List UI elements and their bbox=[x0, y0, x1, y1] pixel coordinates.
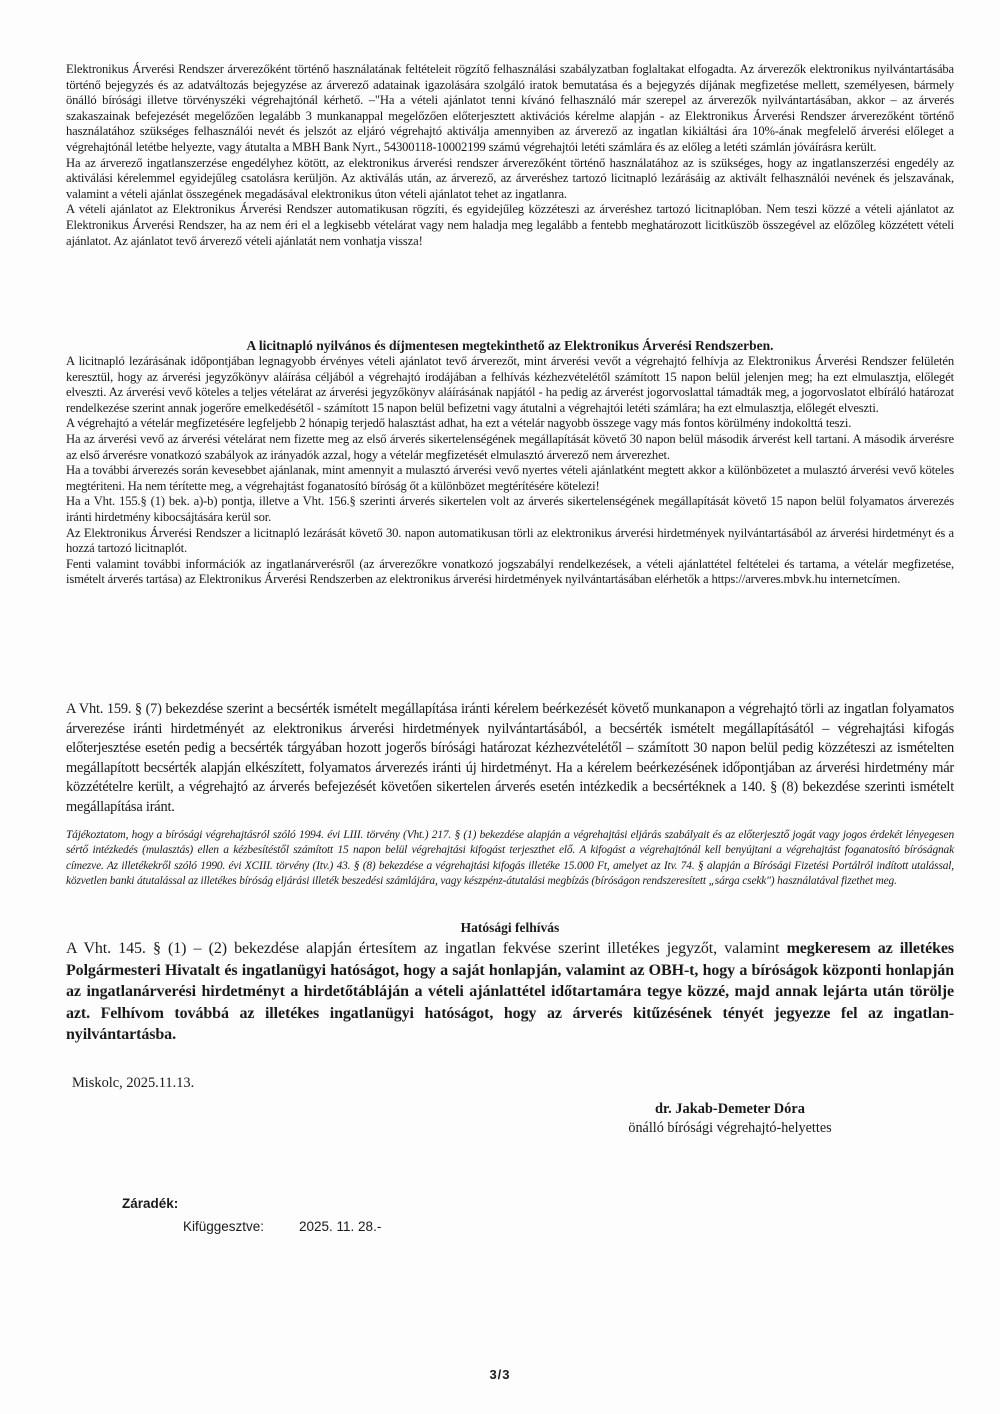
legal-notice bbox=[66, 828, 954, 890]
paragraph-continuous-auction: Ha a Vht. 155.§ (1) bek. a)-b) pontja, illetve a Vht. 156.§ szerinti árverés sikertelen volt az árverés sikertelenségének megállapítását követő 15 napon belül folyamatos árverezés iránti hirdetmény kibocsájtására kerül sor. bbox=[66, 494, 954, 524]
clause-posted-label: Kifüggesztve: bbox=[183, 1219, 265, 1234]
paragraph-winner-call: A licitnapló lezárásának időpontjában legnagyobb érvényes vételi ajánlatot tevő árverezőt, mint árverési vevőt a végrehajtó felhívja az Elektronikus Árverési Rendszer felületén keresztül, hogy az árverési jegyzőkönyv aláírása céljából a végrehajtó irodájában a felhívás kézhezvételétől számított 15 napon belül jelenjen meg; ha ezt elmulasztja, előlegét elveszti. Az árverési vevő köteles a teljes vételárat az árverési jegyzőkönyv aláírásának napjától - ha pedig az árverést jogorvoslattal támadták meg, a jogorvoslatot elbíráló határozat rendelkezése szerint annak jogerőre emelkedésétől - számított 15 napon belül befizetni vagy átutalni a végrehajtói letéti számlára; ha ezt elmulasztja, előlegét elveszti. bbox=[66, 354, 954, 415]
clause-label: Záradék: bbox=[122, 1196, 179, 1211]
paragraph-second-auction: Ha az árverési vevő az árverési vételárat nem fizette meg az első árverés sikertelenségének megállapítását követő 30 napon belül második árverést kell tartani. A második árverésre az első árverésre vonatkozó szabályok az irányadók azzal, hogy a vételár megfizetését elmulasztó árverező nem árverezhet. bbox=[66, 431, 954, 462]
licitnaplo-section bbox=[66, 354, 954, 588]
clause-posted-row bbox=[183, 1219, 382, 1234]
paragraph-vht159: A Vht. 159. § (7) bekezdése szerint a becsérték ismételt megállapítása iránti kérelem beérkezését követő munkanapon a végrehajtó törli az ingatlan folyamatos árverezése iránti hirdetményét az elektronikus árverési hirdetmények nyilvántartásából, a becsérték ismételt megállapításától – végrehajtási kifogás előterjesztése esetén pedig a becsérték tárgyában hozott jogerős bírósági határozat kézhezvételétől – számított 30 napon belül pedig közzéteszi az ismételten megállapított becsérték alapján elkészített, folyamatos árverezés iránti új hirdetményt. Ha a kérelem beérkezésének időpontjában az árverési hirdetmény már közzétételre került, a végrehajtó az árverés befejezését követően sikertelen árverés esetén intézkedik a becsértéknek a 140. § (8) bekezdése szerinti ismételt megállapítása iránt. bbox=[66, 701, 954, 815]
paragraph-difference: Ha a további árverezés során kevesebbet ajánlanak, mint amennyit a mulasztó árverési vevő nyertes vételi ajánlatként megtett akkor a különbözetet a mulasztó árverési vevő köteles megtériteni. Ha nem térítette meg, a végrehajtást foganatosító bíróság őt a különbözet megtérítésére kötelezi! bbox=[66, 463, 954, 493]
paragraph-payment-deferral: A végrehajtó a vételár megfizetésére legfeljebb 2 hónapig terjedő halasztást adhat, ha ezt a vételár nagyobb összege vagy más fontos körülmény indokolttá teszi. bbox=[66, 416, 852, 431]
paragraph-auto-delete: Az Elektronikus Árverési Rendszer a licitnapló lezárását követő 30. napon automatikusan törli az elektronikus árverési hirdetmények nyilvántartásából az árverési hirdetményt és a hozzá tartozó licitnaplót. bbox=[66, 525, 954, 556]
place-date: Miskolc, 2025.11.13. bbox=[72, 1075, 195, 1091]
paragraph-bid-recording: A vételi ajánlatot az Elektronikus Árverési Rendszer automatikusan rögzíti, és egyidejűleg közzéteszi az árveréshez tartozó licitnaplóban. Nem teszi közzé a vételi ajánlatot az Elektronikus Árverési Rendszer, ha az nem éri el a legkisebb vételárat vagy nem haladja meg legalább a fentebb meghatározott licitküszöb összegével az előzőleg közzétett vételi ajánlatot. Az ajánlatot tevő árverező vételi ajánlatát nem vonhatja vissza! bbox=[66, 202, 954, 248]
paragraph-more-info: Fenti valamint további információk az ingatlanárverésről (az árverezőkre vonatkozó jogszabályi rendelkezések, a vételi ajánlattétel feltételei és tartama, a vételár megfizetése, ismételt árverés tartása) az Elektronikus Árverési Rendszerben az elektronikus árverési hirdetmények nyilvántartásában elérhetők a https://arveres.mbvk.hu internetcímen. bbox=[66, 556, 954, 587]
authority-call-bold: megkeresem az illetékes Polgármesteri Hivatalt és ingatlanügyi hatóságot, hogy a saját honlapján, valamint az OBH-t, hogy a bíróságok központi honlapján az ingatlanárverési hirdetményt a hirdetőtábláján a vételi ajánlattétel időtartamára tegye közzé, majd annak lejárta után törölje azt. Felhívom továbbá az illetékes ingatlanügyi hatóságot, hogy az árverés kitűzésének tényét jegyezze fel az ingatlan-nyilvántartásba. bbox=[66, 940, 954, 1043]
page-number: 3/3 bbox=[489, 1367, 511, 1382]
heading-licitnaplo: A licitnapló nyilvános és díjmentesen megtekinthető az Elektronikus Árverési Rendszerben. bbox=[246, 338, 774, 353]
clause-posted-date: 2025. 11. 28.- bbox=[299, 1219, 382, 1234]
signer-title: önálló bírósági végrehajtó-helyettes bbox=[628, 1120, 832, 1136]
intro-section bbox=[66, 62, 954, 249]
signer-name: dr. Jakab-Demeter Dóra bbox=[655, 1101, 805, 1117]
paragraph-registration: Elektronikus Árverési Rendszer árverezőként történő használatának feltételeit rögzítő felhasználási szabályzatban foglaltakat elfogadta. Az árverezők elektronikus nyilvántartásába történő bejegyzés és az adatváltozás bejegyzése az árverező adatainak igazolására szolgáló iratok bemutatása és a bejegyzés díjának megfizetése mellett, személyesen, bármely önálló bírósági illetve törvényszéki végrehajtónál kérhető. –"Ha a vételi ajánlatot tenni kívánó felhasználó már szerepel az árverezők nyilvántartásában, akkor – az árverés szakaszainak befejezését megelőzően legalább 3 munkanappal megelőzően előterjesztett aktivációs kérelme alapján - az Elektronikus Árverési Rendszer árverezőként történő használatához szükséges felhasználói nevét és jelszót az eljáró végrehajtó aktiválja amennyiben az árverező az ingatlan kikiáltási ára 10%-ának megfelelő árverési előleget a végrehajtónál letétbe helyezte, vagy átutalta a MBH Bank Nyrt., 54300118-10002199 számú végrehajtói letéti számlára és az előleg a letéti számlán jóváírásra került. bbox=[66, 62, 954, 154]
authority-call bbox=[66, 938, 954, 1046]
authority-call-plain: A Vht. 145. § (1) – (2) bekezdése alapján értesítem az ingatlan fekvése szerint illetékes jegyzőt, valamint bbox=[66, 940, 787, 957]
signature-block bbox=[600, 1100, 860, 1138]
paragraph-permit: Ha az árverező ingatlanszerzése engedélyhez kötött, az elektronikus árverési rendszer árverezőként történő használatához az is szükséges, hogy az ingatlanszerzési engedély az aktiválási kérelemmel egyidejűleg csatolásra kerüljön. Az aktiválás után, az árverező, az árveréshez tartozó licitnapló lezárásáig az aktivált felhasználói nevének és jelszavának, valamint a vételi ajánlat összegének megadásával elektronikus úton vételi ajánlatot tehet az ingatlanra. bbox=[66, 155, 954, 201]
heading-hatosagi-felhivas: Hatósági felhívás bbox=[460, 920, 560, 935]
paragraph-objection-notice: Tájékoztatom, hogy a bírósági végrehajtásról szóló 1994. évi LIII. törvény (Vht.) 217. § (1) bekezdése alapján a végrehajtási eljárás szabályait és az előterjesztő jogát vagy jogos érdekét lényegesen sértő intézkedés (mulasztás) ellen a kézbesítéstől számított 15 napon belül végrehajtási kifogást terjeszthet elő. A kifogást a végrehajtónál kell benyújtani a végrehajtást foganatosító bíróságnak címezve. Az illetékekről szóló 1990. évi XCIII. törvény (Itv.) 43. § (8) bekezdése a végrehajtási kifogás illetéke 15.000 Ft, amelyet az Itv. 74. § alapján a Bírósági Fizetési Portálról indított utalással, közvetlen banki átutalással az illetékes bíróság eljárási illeték beszedési számlájára, vagy készpénz-átutalási megbízás (bíróságon rendszeresített „sárga csekk") használatával fizethet meg. bbox=[66, 829, 954, 888]
vht159-section bbox=[66, 700, 954, 818]
paragraph-authority-call bbox=[66, 938, 954, 1046]
